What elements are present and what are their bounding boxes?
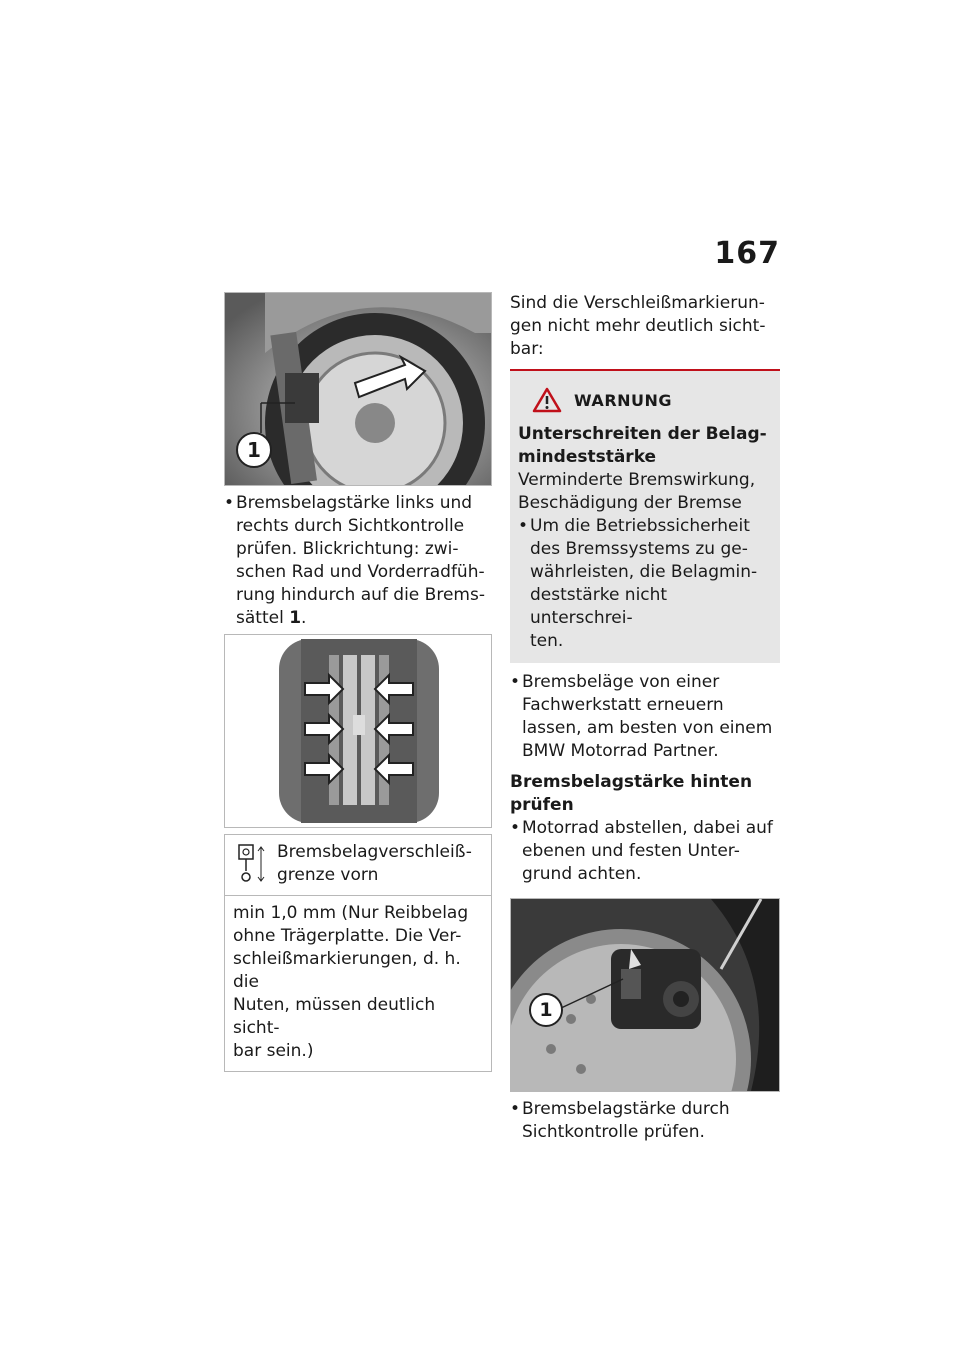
text-line: Unterschreiten der Belag- <box>518 424 767 444</box>
callout-number: 1 <box>539 999 553 1021</box>
text-line: BMW Motorrad Partner. <box>522 741 719 761</box>
text-line: bar sein.) <box>233 1041 314 1061</box>
figure-callout-1 <box>236 432 272 468</box>
spec-value <box>225 896 491 1071</box>
text-line: Bremsbelagstärke links und <box>236 493 473 513</box>
warning-triangle-icon <box>532 387 562 413</box>
text-line: ebenen und festen Unter- <box>522 841 740 861</box>
instruction-check-rear-pads <box>510 1098 780 1144</box>
text-fragment: sättel <box>236 608 290 628</box>
section-heading <box>510 771 780 817</box>
instruction-park-motorcycle <box>510 817 780 886</box>
text-line: min 1,0 mm (Nur Reibbelag <box>233 903 469 923</box>
text-line: Motorrad abstellen, dabei auf <box>522 818 773 838</box>
right-column <box>510 292 780 1144</box>
text-line: des Bremssystems zu ge- <box>530 539 748 559</box>
text-line: Bremsbelagverschleiß- <box>277 842 472 862</box>
callout-number: 1 <box>247 438 261 462</box>
text-line: grenze vorn <box>277 865 379 885</box>
text-line: Verminderte Bremswirkung, <box>518 470 756 490</box>
brake-pad-thickness-icon <box>235 841 269 887</box>
rear-brake-figure <box>510 898 780 1092</box>
bullet-dot: • <box>224 493 235 513</box>
text-line: schleißmarkierungen, d. h. die <box>233 949 461 992</box>
text-line: schen Rad und Vorderradfüh- <box>236 562 485 582</box>
text-fragment: . <box>301 608 307 628</box>
instruction-replace-pads <box>510 671 780 763</box>
text-line: Sichtkontrolle prüfen. <box>522 1122 705 1142</box>
text-line: Beschädigung der Bremse <box>518 493 742 513</box>
bullet-dot: • <box>510 672 521 692</box>
text-line: Bremsbelagstärke durch <box>522 1099 730 1119</box>
page-number: 167 <box>714 236 780 271</box>
text-line: gen nicht mehr deutlich sicht- <box>510 316 766 336</box>
intro-paragraph <box>510 292 780 361</box>
warning-consequence <box>518 469 770 515</box>
text-line: währleisten, die Belagmin- <box>530 562 758 582</box>
text-line-last <box>236 607 492 630</box>
reference-number: 1 <box>289 608 302 628</box>
instruction-check-front-pads <box>224 492 492 630</box>
text-line: rechts durch Sichtkontrolle <box>236 516 465 536</box>
warning-label: WARNUNG <box>574 390 673 410</box>
text-line: lassen, am besten von einem <box>522 718 773 738</box>
warning-instruction <box>518 515 770 653</box>
wear-limit-spec-box <box>224 834 492 1072</box>
text-line: prüfen <box>510 795 574 815</box>
left-column <box>224 292 492 1072</box>
warning-heading <box>518 423 770 469</box>
spec-header <box>225 835 491 896</box>
text-line: Nuten, müssen deutlich sicht- <box>233 995 436 1038</box>
bullet-dot: • <box>510 1099 521 1119</box>
warning-header <box>532 387 770 413</box>
text-line: Bremsbeläge von einer <box>522 672 720 692</box>
text-line: grund achten. <box>522 864 642 884</box>
text-line: ten. <box>530 631 564 651</box>
front-wheel-figure <box>224 292 492 486</box>
figure-callout-1 <box>529 993 563 1027</box>
text-line: bar: <box>510 339 544 359</box>
text-line: Bremsbelagstärke hinten <box>510 772 753 792</box>
warning-box <box>510 369 780 663</box>
spec-title <box>277 841 472 887</box>
text-line: ohne Trägerplatte. Die Ver- <box>233 926 462 946</box>
text-line: rung hindurch auf die Brems- <box>236 585 485 605</box>
bullet-dot: • <box>518 516 529 536</box>
text-line: mindeststärke <box>518 447 657 467</box>
text-line: Sind die Verschleißmarkierun- <box>510 293 765 313</box>
bullet-dot: • <box>510 818 521 838</box>
text-line: prüfen. Blickrichtung: zwi- <box>236 539 459 559</box>
text-line: Um die Betriebssicherheit <box>530 516 750 536</box>
text-line: Fachwerkstatt erneuern <box>522 695 724 715</box>
text-line: deststärke nicht unterschrei- <box>530 585 668 628</box>
brake-caliper-figure <box>224 634 492 828</box>
